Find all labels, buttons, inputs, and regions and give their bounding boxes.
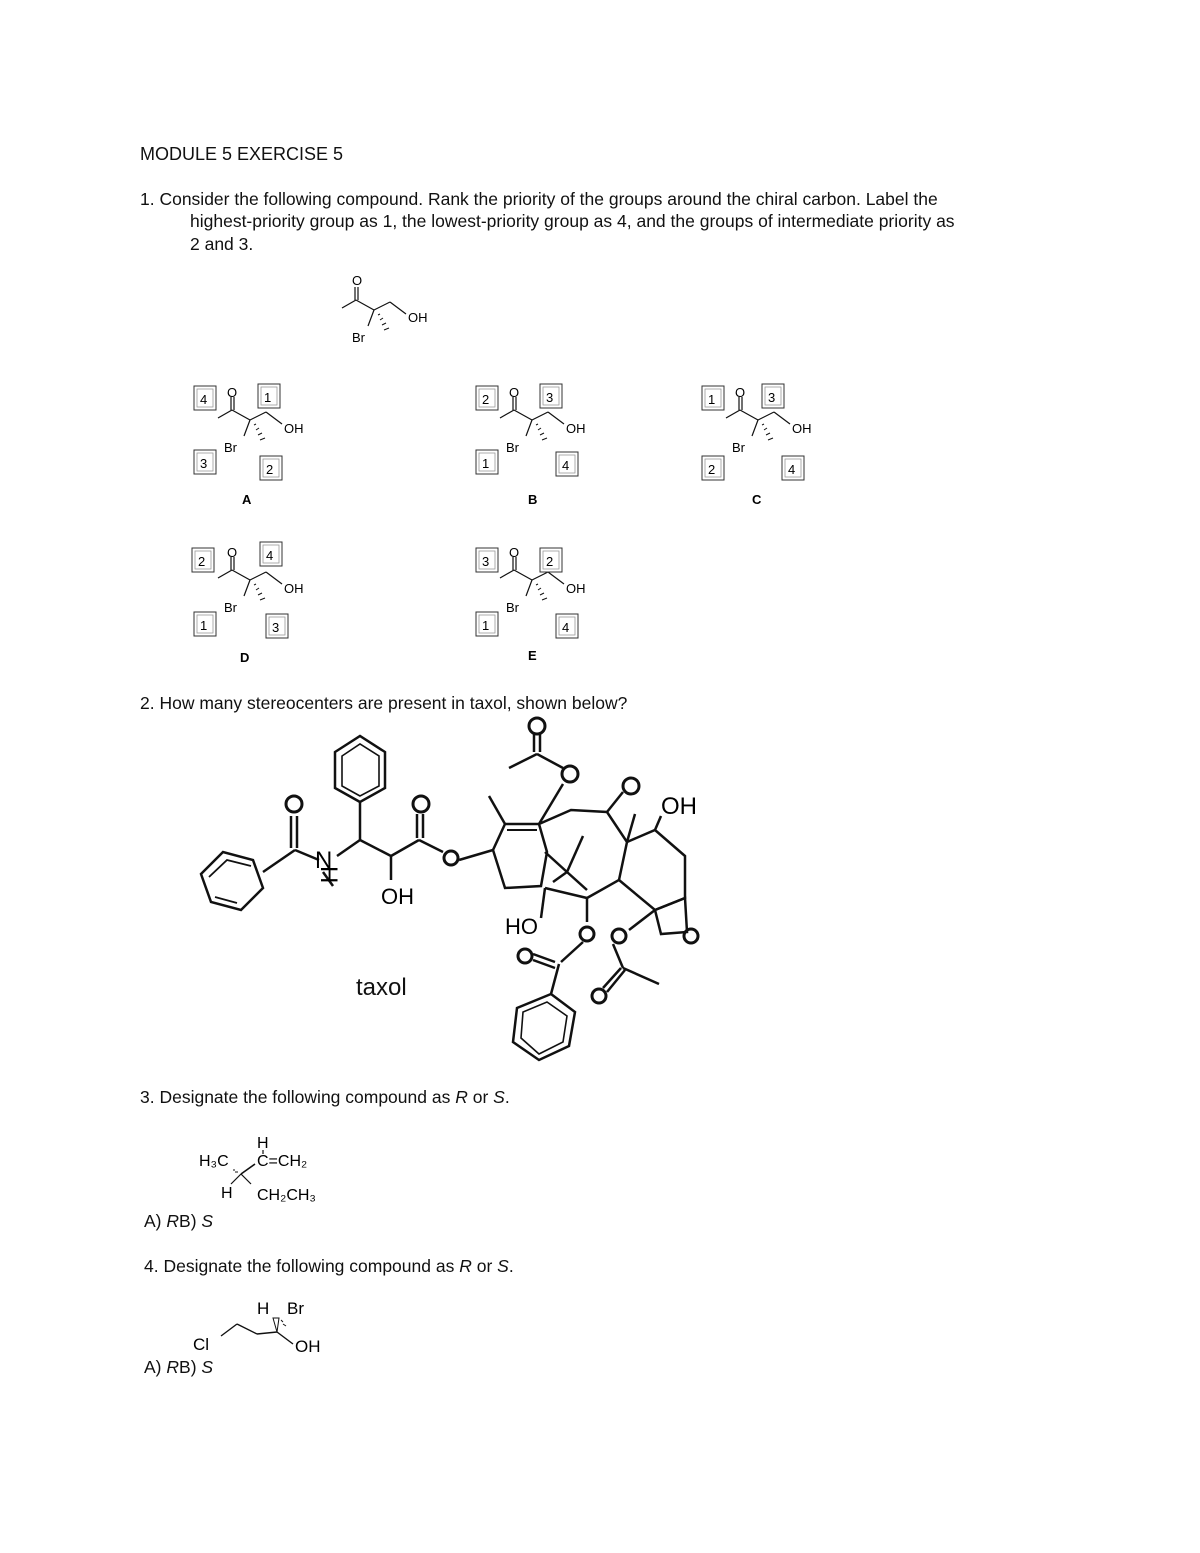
carbonyl-priority-box: 2 bbox=[198, 554, 206, 569]
carbonyl-priority-box: 1 bbox=[708, 392, 716, 407]
q4-molecule bbox=[185, 1292, 355, 1362]
q1-option-b[interactable] bbox=[472, 380, 602, 510]
bromine-label: Br bbox=[506, 600, 519, 615]
side-chain-oh-label: OH bbox=[381, 884, 414, 909]
option-letter: B bbox=[528, 492, 538, 507]
methyl-priority-box: 3 bbox=[200, 456, 208, 471]
option-letter: E bbox=[528, 648, 537, 663]
hydrogen-label: H bbox=[257, 1299, 270, 1318]
hash-priority-box: 4 bbox=[562, 620, 570, 635]
bromine-label: Br bbox=[352, 330, 365, 345]
oxygen-label: O bbox=[227, 385, 238, 400]
q2-text: 2. How many stereocenters are present in taxol, shown below? bbox=[140, 693, 628, 713]
top-hydrogen-label: H bbox=[257, 1135, 269, 1152]
methyl-priority-box: 1 bbox=[200, 618, 208, 633]
bottom-hydrogen-label: H bbox=[221, 1185, 233, 1202]
ch2oh-priority-box: 2 bbox=[546, 554, 554, 569]
ch2oh-priority-box: 3 bbox=[768, 390, 776, 405]
carbonyl-priority-box: 2 bbox=[482, 392, 490, 407]
q1-option-e[interactable] bbox=[472, 540, 602, 670]
methyl-priority-box: 1 bbox=[482, 456, 490, 471]
methyl-priority-box: 1 bbox=[482, 618, 490, 633]
q3-molecule bbox=[195, 1128, 345, 1208]
vinyl-label: C=CH₂ bbox=[257, 1153, 308, 1170]
nh-hydrogen-label: H bbox=[315, 866, 342, 884]
chlorine-label: Cl bbox=[193, 1335, 210, 1354]
hydroxyl-label: OH bbox=[284, 421, 304, 436]
q4-text: 4. Designate the following compound as R or S. bbox=[144, 1256, 514, 1276]
page-title: MODULE 5 EXERCISE 5 bbox=[140, 144, 344, 164]
methyl-priority-box: 2 bbox=[708, 462, 716, 477]
hydroxyl-label: OH bbox=[566, 581, 586, 596]
bromine-label: Br bbox=[506, 440, 519, 455]
q1-text-line3: 2 and 3. bbox=[190, 234, 254, 254]
oxygen-label: O bbox=[735, 385, 746, 400]
q1-molecule bbox=[330, 270, 450, 350]
carbonyl-oxygen-label: O bbox=[352, 273, 363, 288]
methyl-label: H₃C bbox=[199, 1153, 229, 1170]
hydroxyl-label: OH bbox=[408, 310, 428, 325]
bromine-label: Br bbox=[224, 600, 237, 615]
hash-priority-box: 3 bbox=[272, 620, 280, 635]
carbonyl-priority-box: 3 bbox=[482, 554, 490, 569]
carbonyl-priority-box: 4 bbox=[200, 392, 208, 407]
oxygen-label: O bbox=[509, 545, 520, 560]
bromine-label: Br bbox=[732, 440, 745, 455]
hydroxyl-label: OH bbox=[566, 421, 586, 436]
option-letter: D bbox=[240, 650, 250, 665]
bromine-label: Br bbox=[224, 440, 237, 455]
hash-priority-box: 4 bbox=[562, 458, 570, 473]
c-ring-oh-label: OH bbox=[661, 793, 697, 820]
q4-answers: A) RB) S bbox=[144, 1357, 214, 1377]
ethyl-label: CH₂CH₃ bbox=[257, 1187, 316, 1204]
hydroxyl-label: OH bbox=[284, 581, 304, 596]
oxygen-label: O bbox=[509, 385, 520, 400]
option-letter: A bbox=[242, 492, 252, 507]
oxygen-label: O bbox=[227, 545, 238, 560]
q1-text-line2: highest-priority group as 1, the lowest-priority group as 4, and the groups of intermediate priority as bbox=[190, 211, 955, 231]
q1-option-c[interactable] bbox=[698, 380, 828, 510]
taxol-label: taxol bbox=[356, 974, 407, 1001]
hash-priority-box: 2 bbox=[266, 462, 274, 477]
nitrogen-label: N bbox=[315, 847, 333, 874]
ch2oh-priority-box: 4 bbox=[266, 548, 274, 563]
q3-answers: A) RB) S bbox=[144, 1211, 214, 1231]
q1-option-d[interactable] bbox=[190, 540, 320, 670]
q1-option-a[interactable] bbox=[190, 380, 320, 510]
hydroxyl-label: OH bbox=[792, 421, 812, 436]
bromine-label: Br bbox=[287, 1299, 304, 1318]
q3-text: 3. Designate the following compound as R or S. bbox=[140, 1087, 510, 1107]
option-letter: C bbox=[752, 492, 762, 507]
ch2oh-priority-box: 3 bbox=[546, 390, 554, 405]
hydroxyl-label: OH bbox=[295, 1337, 321, 1356]
q1-text-line1: 1. Consider the following compound. Rank the priority of the groups around the chiral carbon. Label the bbox=[140, 189, 938, 209]
ch2oh-priority-box: 1 bbox=[264, 390, 272, 405]
bridgehead-ho-label: HO bbox=[505, 914, 538, 939]
taxol-structure bbox=[195, 712, 715, 1082]
hash-priority-box: 4 bbox=[788, 462, 796, 477]
